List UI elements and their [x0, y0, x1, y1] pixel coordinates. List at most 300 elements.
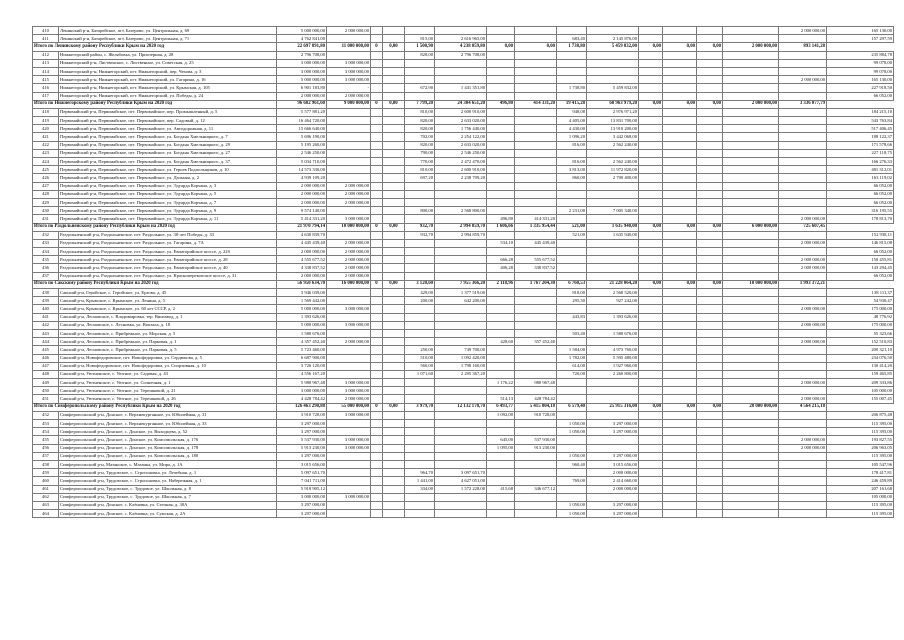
value-cell: 105 000,00 [827, 493, 894, 501]
value-cell [639, 248, 663, 256]
value-cell: 2 118,96 [487, 280, 515, 288]
table-row [33, 207, 894, 215]
address-cell: Раздольненский р-н, Раздольненское, пгт. Раздольное, ул. Гагарина, д. 7А [59, 239, 277, 247]
value-cell [663, 174, 697, 182]
value-cell [779, 387, 827, 395]
value-cell: 2 796 708,00 [277, 51, 327, 59]
table-row [33, 395, 894, 403]
value-cell [327, 297, 371, 305]
value-cell [779, 67, 827, 75]
value-cell [405, 501, 435, 509]
value-cell: 1 635 940,00 [587, 231, 639, 239]
value-cell [639, 444, 663, 452]
value-cell: 496,80 [487, 100, 515, 108]
value-cell: 2 000 000,00 [587, 469, 639, 477]
value-cell [639, 92, 663, 100]
value-cell [663, 166, 697, 174]
value-cell: 2 000 000,00 [327, 182, 371, 190]
value-cell [557, 256, 587, 264]
value-cell: 3 000 000,00 [277, 67, 327, 75]
value-cell: 6 687 900,00 [277, 354, 327, 362]
value-cell [327, 174, 371, 182]
value-cell [697, 313, 723, 321]
row-number-cell: 411 [33, 35, 59, 43]
value-cell [487, 354, 515, 362]
value-cell [405, 444, 435, 452]
value-cell: 2 700 400,00 [587, 174, 639, 182]
table-row [33, 370, 894, 378]
value-cell: 159 465,85 [827, 370, 894, 378]
value-cell: 5 537 930,00 [277, 436, 327, 444]
value-cell: 555 677,52 [515, 256, 557, 264]
value-cell [383, 264, 405, 272]
value-cell [779, 428, 827, 436]
value-cell [663, 411, 697, 419]
value-cell: 2 000 000,00 [327, 272, 371, 280]
value-cell: 960,40 [557, 460, 587, 468]
value-cell: 250,00 [405, 346, 435, 354]
value-cell [663, 338, 697, 346]
value-cell [639, 469, 663, 477]
value-cell: 126 463 290,88 [277, 403, 327, 411]
value-cell [587, 51, 639, 59]
value-cell [487, 321, 515, 329]
value-cell: 0 [371, 280, 383, 288]
value-cell [557, 436, 587, 444]
value-cell [663, 313, 697, 321]
value-cell: 496,80 [487, 215, 515, 223]
value-cell [487, 166, 515, 174]
value-cell: 0,00 [663, 100, 697, 108]
value-cell: 5 195 260,00 [277, 141, 327, 149]
value-cell [371, 117, 383, 125]
value-cell [697, 215, 723, 223]
value-cell [487, 362, 515, 370]
value-cell: 2 000 000,00 [327, 264, 371, 272]
value-cell: 443,83 [557, 313, 587, 321]
value-cell [557, 76, 587, 84]
value-cell: 0,00 [639, 280, 663, 288]
row-number-cell: 431 [33, 215, 59, 223]
value-cell [723, 510, 779, 518]
value-cell [639, 493, 663, 501]
value-cell [639, 174, 663, 182]
value-cell: 3 000 000,00 [277, 387, 327, 395]
value-cell [383, 379, 405, 387]
subtotal-row [33, 43, 894, 51]
value-cell: 1 441,00 [405, 477, 435, 485]
value-cell [639, 501, 663, 509]
value-cell: 0,00 [383, 280, 405, 288]
value-cell [383, 141, 405, 149]
value-cell: 800,00 [405, 207, 435, 215]
value-cell: 3 813,00 [557, 166, 587, 174]
value-cell [515, 182, 557, 190]
value-cell [435, 379, 487, 387]
value-cell [723, 370, 779, 378]
table-row [33, 27, 894, 35]
value-cell: 514,13 [487, 395, 515, 403]
value-cell [639, 362, 663, 370]
value-cell [779, 158, 827, 166]
value-cell: 9 000 000,00 [327, 100, 371, 108]
value-cell [779, 452, 827, 460]
address-cell: Симферопольский р-н, Мазанское, с. Мазанка, ул. Мира, д. 1А [59, 460, 277, 468]
value-cell: 4 973 760,00 [587, 346, 639, 354]
table-row [33, 460, 894, 468]
row-number-cell: 424 [33, 158, 59, 166]
value-cell [371, 248, 383, 256]
value-cell: 645,00 [487, 436, 515, 444]
value-cell: 55 323,66 [827, 329, 894, 337]
value-cell: 66 052,00 [827, 248, 894, 256]
value-cell [371, 297, 383, 305]
value-cell: 2 600 910,00 [435, 166, 487, 174]
value-cell [697, 321, 723, 329]
value-cell [697, 264, 723, 272]
row-number-cell: 452 [33, 411, 59, 419]
value-cell [371, 92, 383, 100]
value-cell: 5 577 881,20 [277, 108, 327, 116]
value-cell: 105 547,96 [827, 460, 894, 468]
value-cell [639, 108, 663, 116]
row-number-cell: 429 [33, 198, 59, 206]
value-cell [515, 51, 557, 59]
value-cell: 3 000 000,00 [327, 76, 371, 84]
value-cell [515, 59, 557, 67]
value-cell: 2 976 971,20 [587, 108, 639, 116]
address-cell: Симферопольский р-н, Донское, с. Клёновка, ул. Степная, д. 30А [59, 501, 277, 509]
value-cell [639, 510, 663, 518]
value-cell [383, 158, 405, 166]
row-number-cell: 461 [33, 485, 59, 493]
value-cell: 48 776,92 [827, 313, 894, 321]
address-cell: Раздольненский р-н, Раздольненское, пгт. Раздольное, ул. Красноперекопское шоссе, д. 31 [59, 272, 277, 280]
value-cell [371, 174, 383, 182]
value-cell [779, 84, 827, 92]
value-cell [779, 248, 827, 256]
address-cell: Сакский р-н, Лесновское, с. Прибрежное, ул. Морская, д. 5 [59, 329, 277, 337]
value-cell [383, 166, 405, 174]
value-cell [383, 108, 405, 116]
value-cell [327, 149, 371, 157]
value-cell [723, 387, 779, 395]
row-number-cell: 428 [33, 190, 59, 198]
value-cell [697, 362, 723, 370]
value-cell [723, 411, 779, 419]
value-cell [383, 329, 405, 337]
value-cell [587, 493, 639, 501]
value-cell: 0,00 [663, 280, 697, 288]
value-cell: 0,00 [697, 280, 723, 288]
value-cell: 2 000 000,00 [779, 76, 827, 84]
value-cell [663, 493, 697, 501]
table-row [33, 420, 894, 428]
value-cell [663, 67, 697, 75]
value-cell [723, 149, 779, 157]
value-cell: 2 231,00 [557, 207, 587, 215]
value-cell [779, 493, 827, 501]
table-row [33, 35, 894, 43]
value-cell [405, 182, 435, 190]
value-cell: 54 930,47 [827, 297, 894, 305]
value-cell [587, 411, 639, 419]
value-cell [779, 477, 827, 485]
value-cell [515, 354, 557, 362]
value-cell [779, 141, 827, 149]
value-cell [435, 420, 487, 428]
value-cell [723, 346, 779, 354]
value-cell [587, 248, 639, 256]
value-cell: 816,00 [557, 141, 587, 149]
value-cell [327, 362, 371, 370]
value-cell: 534,10 [487, 239, 515, 247]
value-cell [371, 272, 383, 280]
address-cell: Нижнегорский р-н, Нижнегорский, пгт. Нижнегорский, пер. Чехова, д. 3 [59, 67, 277, 75]
value-cell [405, 411, 435, 419]
capital-repair-table [32, 26, 894, 518]
table-row [33, 149, 894, 157]
value-cell [587, 76, 639, 84]
value-cell [779, 166, 827, 174]
value-cell [383, 133, 405, 141]
value-cell [639, 239, 663, 247]
value-cell: 2 000 000,00 [327, 256, 371, 264]
value-cell [327, 346, 371, 354]
value-cell [557, 27, 587, 35]
value-cell: 99 078,00 [827, 67, 894, 75]
value-cell: 5 913 230,00 [277, 444, 327, 452]
value-cell [515, 370, 557, 378]
value-cell [487, 501, 515, 509]
value-cell [779, 133, 827, 141]
table-row [33, 166, 894, 174]
row-number-cell: 447 [33, 362, 59, 370]
value-cell: 165 130,00 [827, 76, 894, 84]
value-cell [371, 59, 383, 67]
table-row [33, 239, 894, 247]
value-cell: 4 939 109,20 [277, 174, 327, 182]
value-cell: 810,00 [405, 108, 435, 116]
value-cell [663, 436, 697, 444]
value-cell: 0,00 [383, 43, 405, 51]
value-cell: 3 297 000,00 [277, 452, 327, 460]
row-number-cell: 427 [33, 182, 59, 190]
address-cell: Симферопольский р-н, Трудовское, с. Трудовое, ул. Школьная, д. 7 [59, 493, 277, 501]
value-cell [779, 59, 827, 67]
value-cell [371, 190, 383, 198]
value-cell [435, 248, 487, 256]
value-cell [371, 346, 383, 354]
address-cell: Сакский р-н, Лесновское, с. Прибрежное, ул. Парковая, д. 1 [59, 338, 277, 346]
value-cell [383, 207, 405, 215]
value-cell [435, 436, 487, 444]
row-number-cell: 460 [33, 477, 59, 485]
value-cell [435, 76, 487, 84]
address-cell: Первомайский р-н, Первомайское, пгт. Первомайское, ул. Автодорожная, д. 11 [59, 125, 277, 133]
value-cell [723, 231, 779, 239]
value-cell [435, 305, 487, 313]
value-cell [663, 395, 697, 403]
value-cell [639, 133, 663, 141]
value-cell: 0,00 [383, 403, 405, 411]
value-cell: 3 946 039,00 [277, 289, 327, 297]
value-cell [639, 370, 663, 378]
table-row [33, 67, 894, 75]
value-cell: 4 445 439,40 [277, 239, 327, 247]
value-cell [515, 108, 557, 116]
value-cell: 4 238 059,80 [435, 43, 487, 51]
value-cell [383, 411, 405, 419]
row-number-cell: 449 [33, 379, 59, 387]
value-cell [663, 158, 697, 166]
address-cell: Сакский р-н, Уютненское, с. Уютное, ул. Садовая, д. 43 [59, 370, 277, 378]
value-cell: 1 572 228,00 [435, 485, 487, 493]
value-cell: 2 000 000,00 [779, 444, 827, 452]
value-cell [515, 329, 557, 337]
value-cell [663, 510, 697, 518]
address-cell: Нижнегорский р-н, Лиственское, с. Лиственное, ул. Советская, д. 25 [59, 59, 277, 67]
value-cell: 60 963 979,20 [587, 100, 639, 108]
value-cell [371, 313, 383, 321]
value-cell: 6 760,53 [557, 280, 587, 288]
value-cell [723, 477, 779, 485]
value-cell [487, 51, 515, 59]
row-number-cell: 454 [33, 428, 59, 436]
value-cell: 1 096,20 [557, 133, 587, 141]
value-cell [723, 67, 779, 75]
value-cell: 2 000 000,00 [779, 338, 827, 346]
value-cell: 24 304 651,20 [435, 100, 487, 108]
value-cell: 1 092 420,00 [435, 354, 487, 362]
value-cell: 1 377 519,00 [435, 289, 487, 297]
value-cell [663, 485, 697, 493]
value-cell [487, 477, 515, 485]
value-cell [383, 477, 405, 485]
row-number-cell: 446 [33, 354, 59, 362]
value-cell: 1 756 440,00 [435, 125, 487, 133]
value-cell [383, 92, 405, 100]
row-number-cell: 445 [33, 346, 59, 354]
value-cell [327, 469, 371, 477]
value-cell [663, 460, 697, 468]
value-cell [697, 338, 723, 346]
value-cell: 815,00 [405, 35, 435, 43]
value-cell [487, 182, 515, 190]
value-cell [487, 420, 515, 428]
value-cell [663, 428, 697, 436]
value-cell [487, 207, 515, 215]
value-cell [371, 428, 383, 436]
value-cell [779, 190, 827, 198]
value-cell [405, 190, 435, 198]
address-cell: Первомайский р-н, Первомайское, пгт. Первомайское, ул. Эдуарда Корчана, д. 11 [59, 215, 277, 223]
value-cell [723, 420, 779, 428]
value-cell: 338 837,52 [515, 264, 557, 272]
row-number-cell: 433 [33, 239, 59, 247]
value-cell [515, 289, 557, 297]
address-cell: Раздольненский р-н, Раздольненское, пгт. Раздольное, ул. Евпаторийское шоссе, д. 28 [59, 256, 277, 264]
value-cell [487, 27, 515, 35]
value-cell: 165 130,00 [827, 27, 894, 35]
value-cell [327, 501, 371, 509]
value-cell [639, 125, 663, 133]
value-cell [663, 346, 697, 354]
address-cell: Раздольненский р-н, Раздольненское, пгт. Раздольное, ул. Евпаторийское шоссе, д. 22б [59, 248, 277, 256]
value-cell: 14 573 330,00 [277, 166, 327, 174]
value-cell: 1 500,90 [405, 43, 435, 51]
row-number-cell: 443 [33, 329, 59, 337]
value-cell [723, 501, 779, 509]
value-cell: 2 000 000,00 [587, 485, 639, 493]
value-cell: 4 430,00 [557, 125, 587, 133]
value-cell: 3 297 000,00 [277, 510, 327, 518]
value-cell: 1 798 160,00 [435, 362, 487, 370]
subtotal-row [33, 280, 894, 288]
value-cell: 1 580 676,00 [277, 329, 327, 337]
value-cell: 816,00 [557, 158, 587, 166]
value-cell [515, 27, 557, 35]
value-cell: 428 784,42 [515, 395, 557, 403]
value-cell [383, 67, 405, 75]
value-cell: 2 295 367,20 [435, 370, 487, 378]
value-cell: 0 [371, 223, 383, 231]
value-cell: 334,00 [405, 485, 435, 493]
value-cell [639, 166, 663, 174]
value-cell [383, 362, 405, 370]
value-cell [557, 59, 587, 67]
value-cell: 720,00 [557, 370, 587, 378]
value-cell: 2 000 000,00 [779, 264, 827, 272]
value-cell: 910 728,00 [515, 411, 557, 419]
row-number-cell: 436 [33, 264, 59, 272]
table-row [33, 264, 894, 272]
value-cell [371, 354, 383, 362]
value-cell: 6 901 183,80 [277, 84, 327, 92]
value-cell [383, 125, 405, 133]
value-cell [557, 190, 587, 198]
row-number-cell: 423 [33, 149, 59, 157]
value-cell [697, 239, 723, 247]
value-cell: 357 452,40 [515, 338, 557, 346]
value-cell [697, 231, 723, 239]
value-cell: 163 119,02 [827, 174, 894, 182]
value-cell: 16 464 720,00 [277, 117, 327, 125]
value-cell [639, 485, 663, 493]
value-cell [779, 354, 827, 362]
value-cell: 12 132 170,70 [435, 403, 487, 411]
value-cell [371, 182, 383, 190]
address-cell: Сакский р-н, Уютненское, с. Уютное, ул. Терешковой, д. 21 [59, 387, 277, 395]
table-row [33, 84, 894, 92]
value-cell: 3 000 000,00 [327, 59, 371, 67]
value-cell [515, 207, 557, 215]
value-cell [697, 510, 723, 518]
value-cell [697, 35, 723, 43]
table-body [33, 27, 894, 518]
value-cell [371, 362, 383, 370]
value-cell [383, 198, 405, 206]
value-cell: 96 682 961,60 [277, 100, 327, 108]
value-cell [515, 125, 557, 133]
address-cell: Первомайский р-н, Первомайское, пгт. Первомайское, ул. Эдуарда Корчана, д. 7 [59, 198, 277, 206]
value-cell [487, 370, 515, 378]
value-cell [383, 289, 405, 297]
value-cell [371, 149, 383, 157]
subtotal-row [33, 403, 894, 411]
value-cell: 4 428 784,42 [277, 395, 327, 403]
value-cell [557, 493, 587, 501]
